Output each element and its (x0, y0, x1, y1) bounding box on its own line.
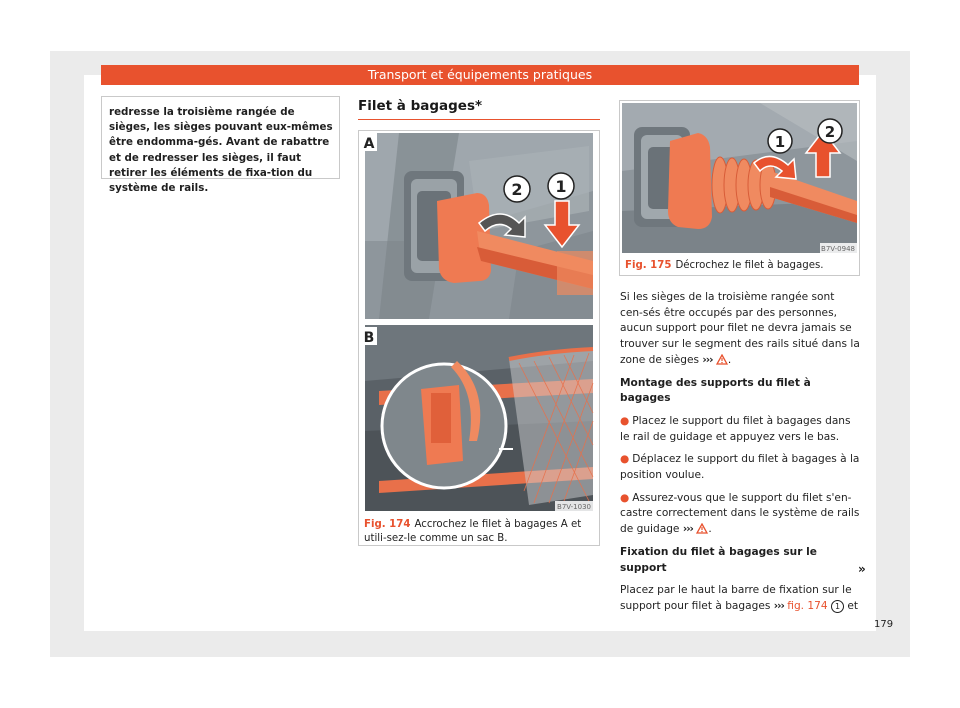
figure-174-number: Fig. 174 (364, 519, 411, 530)
warning-note-box: redresse la troisième rangée de sièges, les sièges pouvant eux-mêmes être endomma-gés. Avant de rabattre et de redresser les sièges, il faut retirer les éléments de fixa-tion du système de rails. (101, 96, 340, 179)
figure-175-illustration (620, 101, 859, 255)
figure-174-label-b: B (363, 330, 375, 346)
body-paragraph-1: Si les sièges de la troisième rangée sont cen-sés être occupés par des personnes, aucun support pour filet ne devra jamais se trouver sur le segment des rails situé dans la zone de sièges ››› . (620, 291, 860, 366)
body-text-column (620, 290, 860, 622)
figure-174-callout-1: 1 (555, 177, 567, 196)
cross-reference-arrows[interactable]: ››› (702, 353, 713, 366)
figure-175-caption-text: Décrochez le filet à bagages. (675, 260, 824, 271)
list-item-text: Placez le support du filet à bagages dans le rail de guidage et appuyez vers le bas. (620, 414, 851, 443)
list-item-text: Déplacez le support du filet à bagages à la position voulue. (620, 453, 860, 482)
list-item-text: Assurez-vous que le support du filet s'en-castre correctement dans le système de rails de guidage (620, 491, 860, 536)
figure-174-code: B7V-1030 (557, 503, 591, 511)
bullet-icon: ● (620, 453, 630, 466)
figure-175-caption (625, 259, 857, 273)
figure-174-callout-2: 2 (511, 180, 523, 199)
body-paragraph-2-text: Placez par le haut la barre de fixation sur le support pour filet à bagages (620, 584, 852, 612)
warning-triangle-icon[interactable] (716, 354, 728, 365)
bullet-icon: ● (620, 491, 630, 504)
figure-175-number: Fig. 175 (625, 260, 672, 271)
figure-175 (619, 100, 860, 276)
subheading-mount: Montage des supports du filet à bagages (620, 376, 811, 405)
figure-175-callout-1: 1 (774, 133, 786, 151)
figure-174-caption (364, 518, 596, 545)
cross-reference-arrows[interactable]: ››› (773, 599, 784, 612)
figure-174-caption-text: Accrochez le filet à bagages A et utili-sez-le comme un sac B. (364, 519, 582, 544)
body-paragraph-2 (620, 583, 860, 614)
figure-174-illustration (359, 131, 599, 545)
body-paragraph-1-text: Si les sièges de la troisième rangée sont cen-sés être occupés par des personnes, aucun support pour filet ne devra jamais se trouver sur le segment des rails situé dans la zone de sièges (620, 291, 860, 366)
list-item (620, 414, 860, 445)
subheading-fixation: Fixation du filet à bagages sur le support (620, 545, 817, 574)
figure-175-code: B7V-0948 (821, 245, 855, 253)
list-item: ● Assurez-vous que le support du filet s'en-castre correctement dans le système de rails de guidage ››› . (620, 491, 860, 536)
callout-number-badge: 1 (831, 600, 844, 613)
figure-174-label-a: A (363, 136, 375, 152)
section-title: Filet à bagages* (358, 98, 600, 120)
figure-174 (358, 130, 600, 546)
bullet-icon: ● (620, 414, 630, 427)
chapter-header: Transport et équipements pratiques (101, 65, 859, 85)
warning-triangle-icon[interactable] (696, 523, 708, 534)
figure-175-callout-2: 2 (824, 123, 836, 141)
cross-reference-arrows[interactable]: ››› (682, 523, 693, 536)
continue-marker: » (858, 562, 866, 576)
page-number: 179 (874, 619, 894, 630)
figure-link[interactable]: fig. 174 (787, 599, 828, 612)
body-paragraph-2-end: et (847, 599, 859, 612)
list-item (620, 452, 860, 483)
